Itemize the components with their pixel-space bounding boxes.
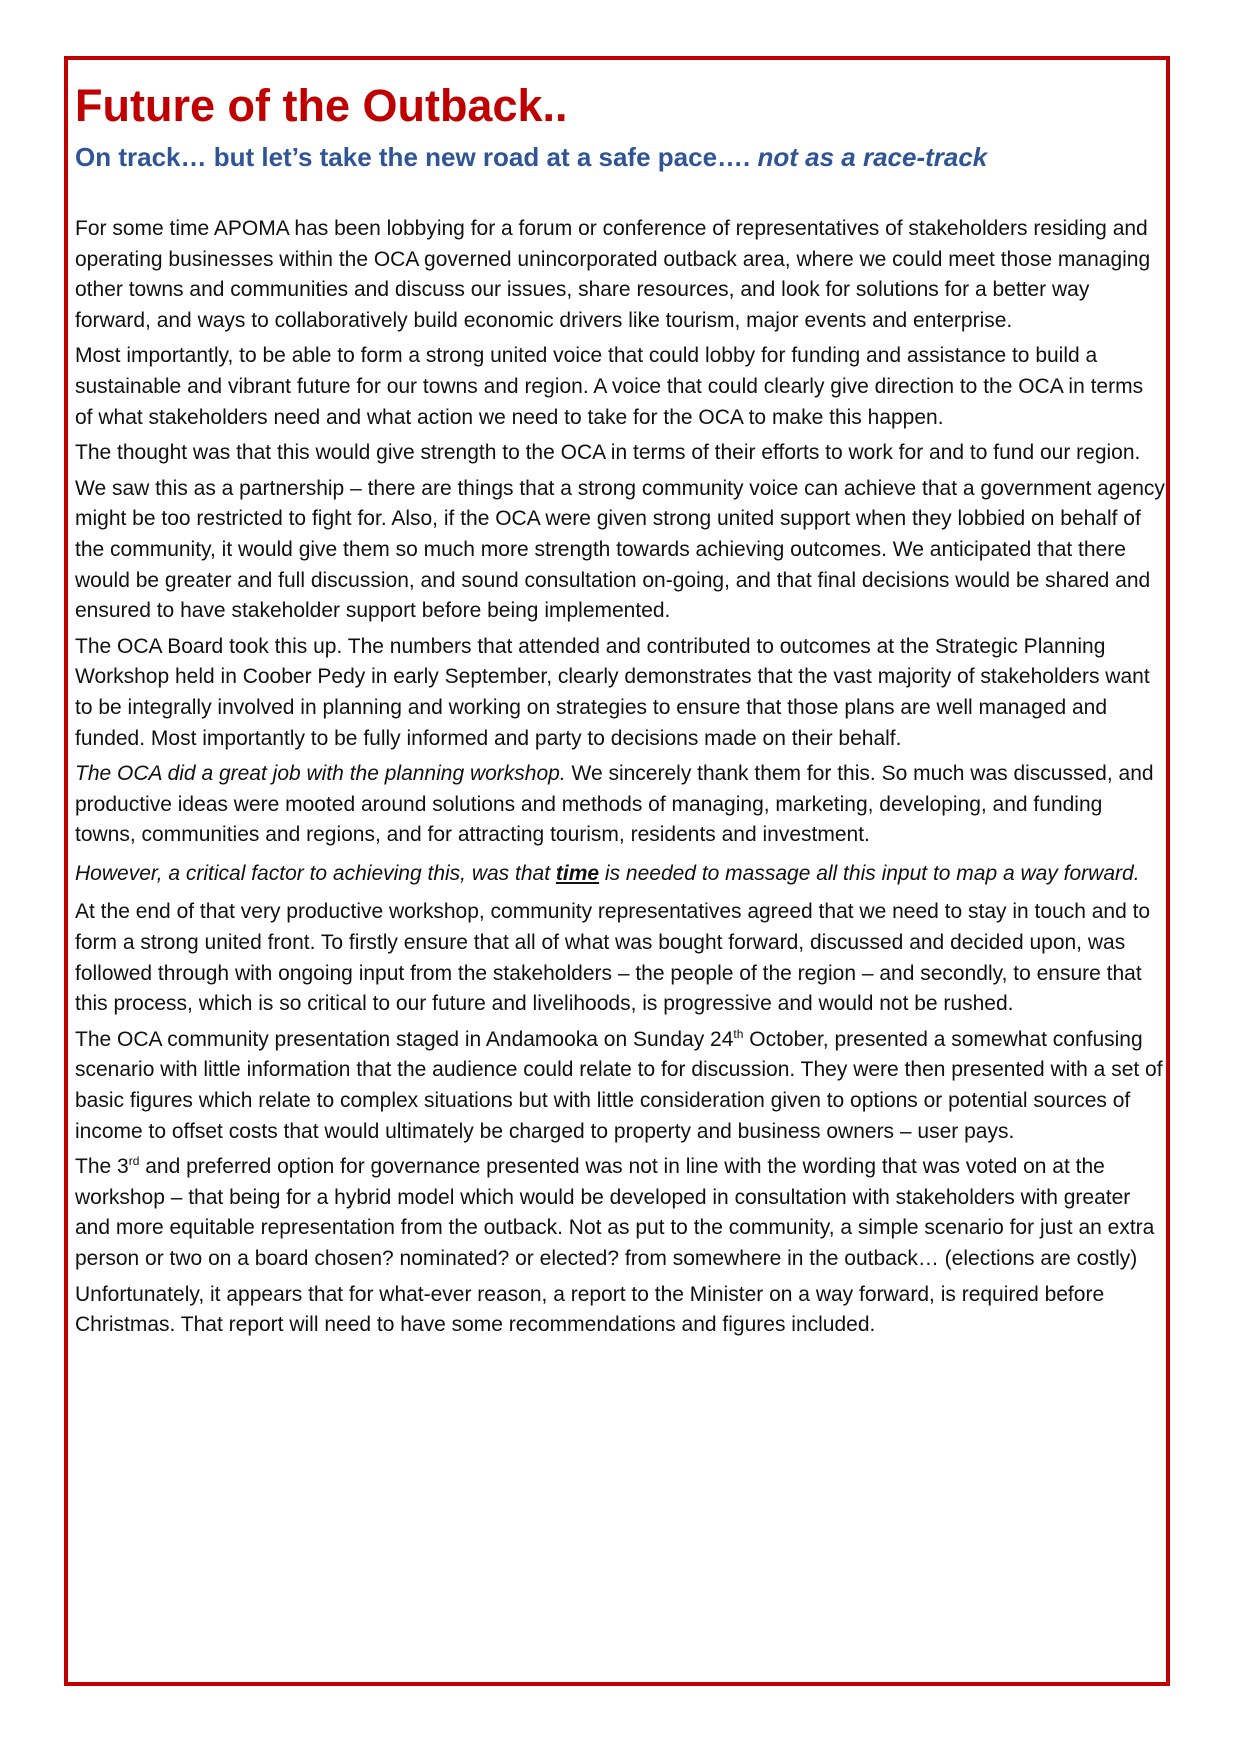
governance-sup: rd [128,1154,140,1169]
paragraph-end-of-workshop: At the end of that very productive workshop, community representatives agreed that we need to stay in touch and to form a strong united front. To firstly ensure that all of what was bought forward, discussed and decided upon, was followed through with ongoing input from the stakeholders – the people of the region – and secondly, to ensure that this process, which is so critical to our future and livelihoods, is progressive and would not be rushed. [75,900,1151,1016]
paragraph-workshop [75,759,1165,851]
paragraph-critical-factor [75,859,1165,890]
paragraph-minister-report: Unfortunately, it appears that for what-ever reason, a report to the Minister on a way forward, is required before Christmas. That report will need to have some recommendations and figures included. [75,1282,1105,1337]
andamooka-after: October, presented a somewhat confusing scenario with little information that the audience could relate to for discussion. They were then presented with a set of basic figures which relate to complex situations but with little consideration given to options or potential sources of income to offset costs that would ultimately be charged to property and business owners – user pays. [75,1027,1163,1143]
paragraph-intro: For some time APOMA has been lobbying for a forum or conference of representatives of stakeholders residing and operating businesses within the OCA governed unincorporated outback area, where we could meet those managing other towns and communities and discuss our issues, share resources, and look for solutions for a better way forward, and ways to collaboratively build economic drivers like tourism, major events and enterprise. [75,217,1151,332]
paragraph-workshop-italic: The OCA did a great job with the planning workshop. [75,762,566,786]
paragraph-united-voice: Most importantly, to be able to form a strong united voice that could lobby for funding and assistance to build a sustainable and vibrant future for our towns and region. A voice that could clearly give direction to the OCA in terms of what stakeholders need and what action we need to take for the OCA to make this happen. [75,344,1144,429]
page-subtitle [75,138,1165,176]
paragraph-strength: The thought was that this would give strength to the OCA in terms of their efforts to work for and to fund our region. [75,441,1141,465]
paragraph-oca-board: The OCA Board took this up. The numbers that attended and contributed to outcomes at the Strategic Planning Workshop held in Coober Pedy in early September, clearly demonstrates that the vast majority of stakeholders want to be integrally involved in planning and working on strategies to ensure that those plans are well managed and funded. Most importantly to be fully informed and party to decisions made on their behalf. [75,634,1150,750]
paragraph-partnership: We saw this as a partnership – there are things that a strong community voice can achieve that a government agency might be too restricted to fight for. Also, if the OCA were given strong united support when they lobbied on behalf of the community, it would give them so much more strength towards achieving outcomes. We anticipated that there would be greater and full discussion, and sound consultation on-going, and that final decisions would be shared and ensured to have stakeholder support before being implemented. [75,476,1165,623]
andamooka-sup: th [733,1026,744,1041]
critical-factor-after: is needed to massage all this input to map a way forward. [599,861,1140,885]
subtitle-emphasis: not as a race-track [757,142,988,172]
paragraph-workshop-rest: We sincerely thank them for this. So much was discussed, and productive ideas were mooted around solutions and methods of managing, marketing, developing, and funding towns, communities and regions, and for attracting tourism, residents and investment. [75,762,1154,847]
andamooka-before: The OCA community presentation staged in Andamooka on Sunday 24 [75,1027,734,1051]
critical-factor-time: time [555,861,600,885]
paragraph-andamooka [75,1025,1165,1147]
governance-before: The 3 [75,1155,129,1179]
article [75,78,1165,1346]
subtitle-main: On track… but let’s take the new road at a safe pace…. [75,142,758,172]
article-body [75,214,1165,1341]
page-title: Future of the Outback.. [75,80,568,131]
paragraph-governance-option [75,1152,1165,1274]
governance-after: and preferred option for governance presented was not in line with the wording that was voted on at the workshop – that being for a hybrid model which would be developed in consultation with stakeholders with greater and more equitable representation from the outback. Not as put to the community, a simple scenario for just an extra person or two on a board chosen? nominated? or elected? from somewhere in the outback… (elections are costly) [75,1155,1155,1270]
critical-factor-before: However, a critical factor to achieving this, was that [75,861,556,885]
